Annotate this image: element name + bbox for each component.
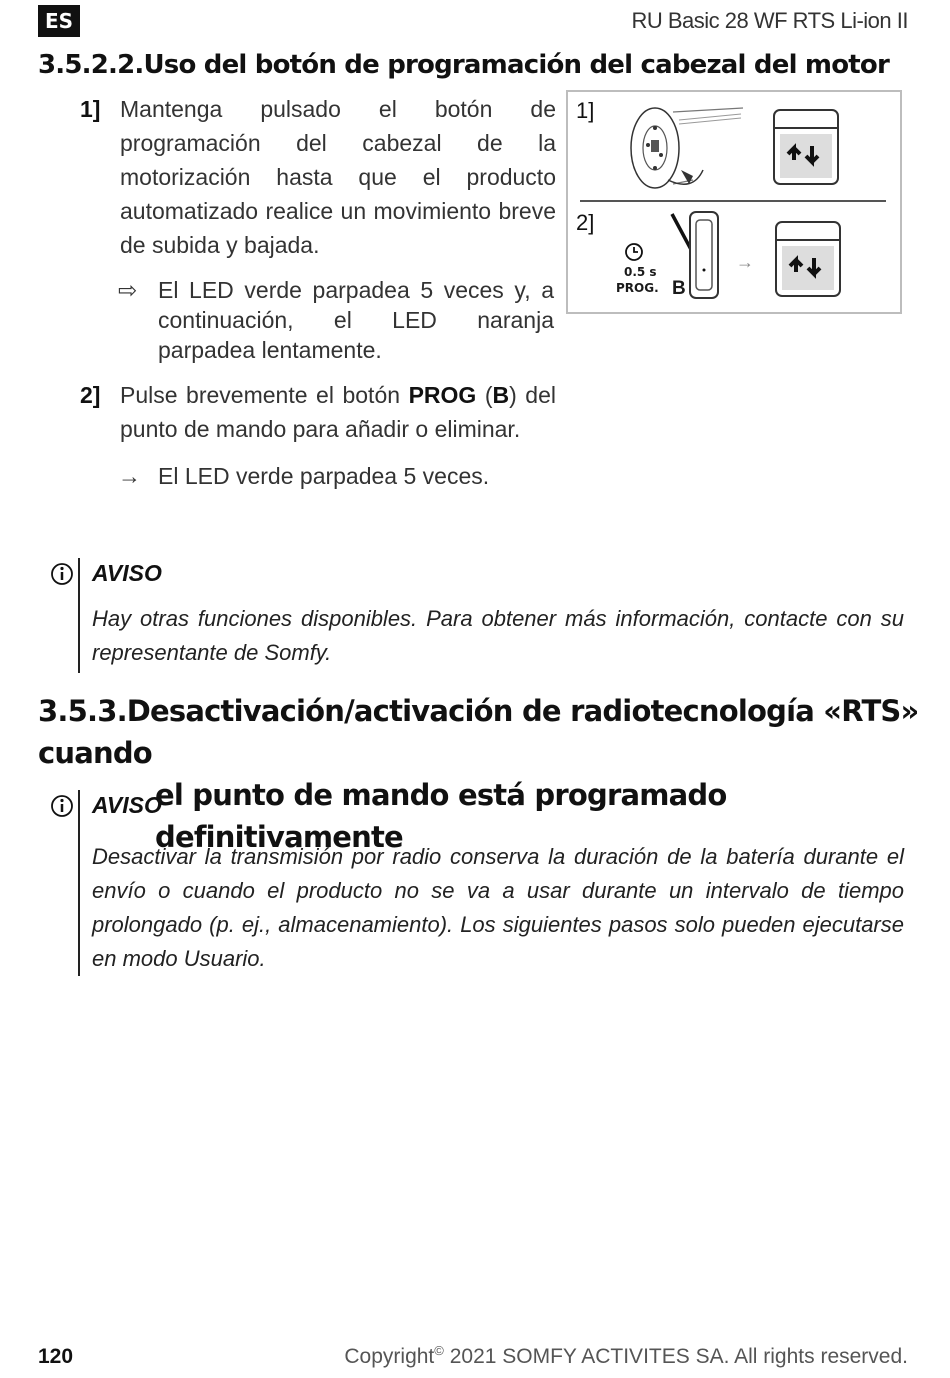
result-text: El LED verde parpadea 5 veces y, a continuación, el LED naranja parpadea lentamente. — [158, 277, 554, 363]
info-icon — [50, 794, 74, 818]
notice-body: Desactivar la transmisión por radio conserva la duración de la batería durante el envío o cuando el producto no se va a usar durante un intervalo de tiempo prolongado (p. ej., almacenamiento). Los siguientes pasos solo pueden ejecutarse en modo Usuario. — [92, 844, 904, 971]
figure-arrow-icon: → — [736, 252, 754, 272]
info-icon — [50, 562, 74, 586]
b-keyword: B — [492, 382, 510, 408]
result-arrow-icon: → — [118, 463, 141, 489]
section-heading-3-5-2-2: 3.5.2.2.Uso del botón de programación del cabezal del motor — [38, 50, 889, 80]
prog-keyword: PROG — [408, 382, 477, 408]
result-text: El LED verde parpadea 5 veces. — [158, 463, 490, 489]
notice-body: Hay otras funciones disponibles. Para obtener más información, contacte con su representante de Somfy. — [92, 606, 904, 665]
step-text: Pulse brevemente el botón PROG (B) del punto de mando para añadir o eliminar. — [120, 382, 556, 442]
notice-bar — [78, 790, 80, 976]
step-1-result — [118, 275, 558, 367]
step-1 — [80, 92, 560, 262]
section-heading-3-5-3: 3.5.3.Desactivación/activación de radiotecnología «RTS» cuando el punto de mando está programado definitivamente — [38, 694, 919, 854]
prog-label: PROG. — [616, 281, 659, 295]
b-label: B — [672, 278, 686, 299]
step-2 — [80, 378, 560, 448]
step-number: 1] — [80, 96, 101, 122]
figure-label-1: 1] — [576, 98, 595, 123]
press-duration: 0.5 s — [624, 265, 657, 279]
product-name: RU Basic 28 WF RTS Li-ion II — [631, 8, 908, 33]
copyright: Copyright© 2021 SOMFY ACTIVITES SA. All rights reserved. — [344, 1343, 908, 1368]
language-badge: ES — [38, 5, 80, 37]
notice-bar — [78, 558, 80, 673]
shutter-up-down-icon-2 — [774, 220, 844, 300]
shutter-up-down-icon — [772, 108, 842, 186]
notice-1 — [50, 558, 910, 673]
motor-head-illustration — [623, 100, 753, 195]
remote-control-illustration — [668, 210, 728, 302]
notice-2 — [50, 790, 910, 976]
figure-divider — [580, 200, 886, 202]
notice-title: AVISO — [92, 792, 162, 818]
figure-label-2: 2] — [576, 210, 595, 235]
step-2-result — [118, 461, 558, 493]
step-number: 2] — [80, 382, 101, 408]
page-number: 120 — [38, 1345, 74, 1368]
result-arrow-icon: ⇨ — [118, 277, 138, 303]
programming-figure — [566, 90, 902, 314]
clock-icon — [624, 242, 644, 262]
notice-title: AVISO — [92, 560, 162, 586]
step-text: Mantenga pulsado el botón de programación del cabezal de la motorización hasta que el producto automatizado realice un movimiento breve de subida y bajada. — [120, 96, 556, 258]
